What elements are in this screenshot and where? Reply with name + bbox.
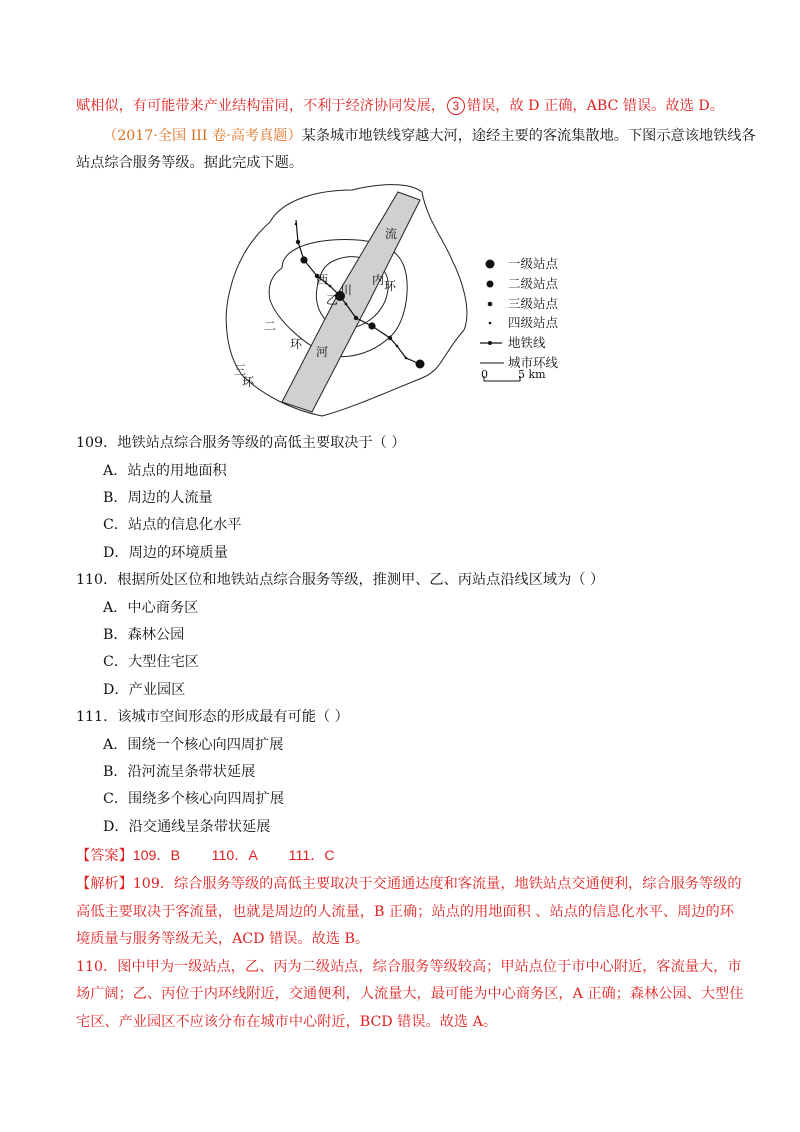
circled-number: 3 — [447, 97, 465, 115]
answer-text: 109．B 110．A 111．C — [132, 848, 335, 864]
option-110-c: C．大型住宅区 — [103, 654, 199, 670]
label-inner-ring-1: 内 — [372, 273, 385, 287]
legend-level-1: 一级站点 — [508, 256, 559, 271]
intro-line-2 — [103, 125, 756, 145]
station-level-3 — [296, 240, 300, 244]
legend-level-2: 二级站点 — [508, 276, 559, 291]
station-level-4 — [396, 345, 399, 348]
scale-bar — [484, 376, 520, 381]
option-109-d: D．周边的环境质量 — [103, 545, 228, 561]
analysis-line-6: 宅区、产业园区不应该分布在城市中心附近，BCD 错误。故选 A。 — [76, 1014, 498, 1030]
station-level-2 — [300, 256, 307, 263]
label-chuan: 川 — [340, 283, 353, 297]
analysis-text-1: 109．综合服务等级的高低主要取决于交通通达度和客流量，地铁站点交通便利，综合服务等级的 — [132, 876, 742, 892]
station-level-4 — [345, 303, 348, 306]
legend-metro-dot — [488, 341, 492, 345]
metro-map-figure — [222, 180, 582, 420]
legend-level-3-symbol — [488, 302, 493, 307]
intro-line-1 — [76, 95, 724, 115]
analysis-line-4: 110．图中甲为一级站点，乙、丙为二级站点，综合服务等级较高；甲站点位于市中心附近，客流量大，市 — [76, 959, 742, 975]
intro-text-b: 错误，故 D 正确，ABC 错误。故选 D。 — [466, 98, 724, 114]
source-tag: （2017·全国 III 卷·高考真题） — [103, 128, 302, 144]
analysis-line-2: 高低主要取决于客流量，也就是周边的人流量，B 正确；站点的用地面积 、站点的信息化水平、周边的环 — [76, 904, 734, 920]
option-111-d: D．沿交通线呈条带状延展 — [103, 819, 271, 835]
question-109: 109．地铁站点综合服务等级的高低主要取决于（ ） — [76, 435, 406, 451]
label-second-ring-2: 环 — [290, 337, 303, 351]
legend-level-2-symbol — [487, 281, 494, 288]
option-109-b: B．周边的人流量 — [103, 490, 213, 506]
label-inner-ring-2: 环 — [384, 279, 397, 293]
option-109-a: A．站点的用地面积 — [103, 463, 227, 479]
station-level-1 — [416, 360, 425, 369]
answer-line — [76, 845, 335, 865]
option-111-a: A．围绕一个核心向四周扩展 — [103, 737, 284, 753]
option-111-c: C．围绕多个核心向四周扩展 — [103, 791, 285, 807]
label-third-ring-2: 环 — [242, 375, 255, 389]
option-111-b: B．沿河流呈条带状延展 — [103, 764, 256, 780]
option-110-d: D．产业园区 — [103, 682, 186, 698]
intro-question-text-2: 站点综合服务等级。据此完成下题。 — [76, 155, 304, 171]
analysis-line-5: 场广阔；乙、丙位于内环线附近，交通便利，人流量大，最可能为中心商务区，A 正确；森林公园、大型住 — [76, 986, 744, 1002]
station-level-2 — [368, 322, 375, 329]
station-level-3 — [388, 336, 392, 340]
river — [282, 192, 420, 412]
station-level-3 — [354, 316, 358, 320]
station-level-4 — [329, 285, 332, 288]
legend-metro: 地铁线 — [508, 335, 546, 350]
intro-line-3 — [76, 152, 303, 172]
station-level-4 — [295, 223, 298, 226]
analysis-line-3: 境质量与服务等级无关，ACD 错误。故选 B。 — [76, 931, 370, 947]
label-yi: 乙 — [326, 293, 339, 307]
question-111: 111．该城市空间形态的形成最有可能（ ） — [76, 709, 349, 725]
intro-question-text: 某条城市地铁线穿越大河，途经主要的客流集散地。下图示意该地铁线各 — [301, 128, 756, 144]
question-110: 110．根据所处区位和地铁站点综合服务等级，推测甲、乙、丙站点沿线区域为（ ） — [76, 572, 605, 588]
analysis-line-1 — [76, 873, 742, 893]
label-river-liu: 流 — [385, 227, 398, 241]
legend-level-4: 四级站点 — [508, 315, 559, 330]
analysis-tag: 【解析】 — [76, 876, 133, 892]
option-109-c: C．站点的信息化水平 — [103, 517, 242, 533]
option-110-a: A．中心商务区 — [103, 600, 199, 616]
legend-level-3: 三级站点 — [508, 296, 559, 311]
legend-level-1-symbol — [486, 260, 495, 269]
label-xi: 西 — [316, 273, 329, 287]
label-third-ring-1: 三 — [234, 363, 247, 377]
legend-level-4-symbol — [489, 322, 492, 325]
answer-tag: 【答案】 — [76, 848, 133, 864]
label-river-he: 河 — [316, 345, 329, 359]
station-level-4 — [405, 357, 408, 360]
scale-zero: 0 — [481, 368, 488, 381]
option-110-b: B．森林公园 — [103, 627, 185, 643]
intro-text-a: 赋相似，有可能带来产业结构雷同，不利于经济协同发展， — [76, 98, 445, 114]
legend-ring: 城市环线 — [508, 355, 559, 370]
scale-five: 5 km — [518, 368, 546, 381]
label-second-ring-1: 二 — [264, 319, 277, 333]
